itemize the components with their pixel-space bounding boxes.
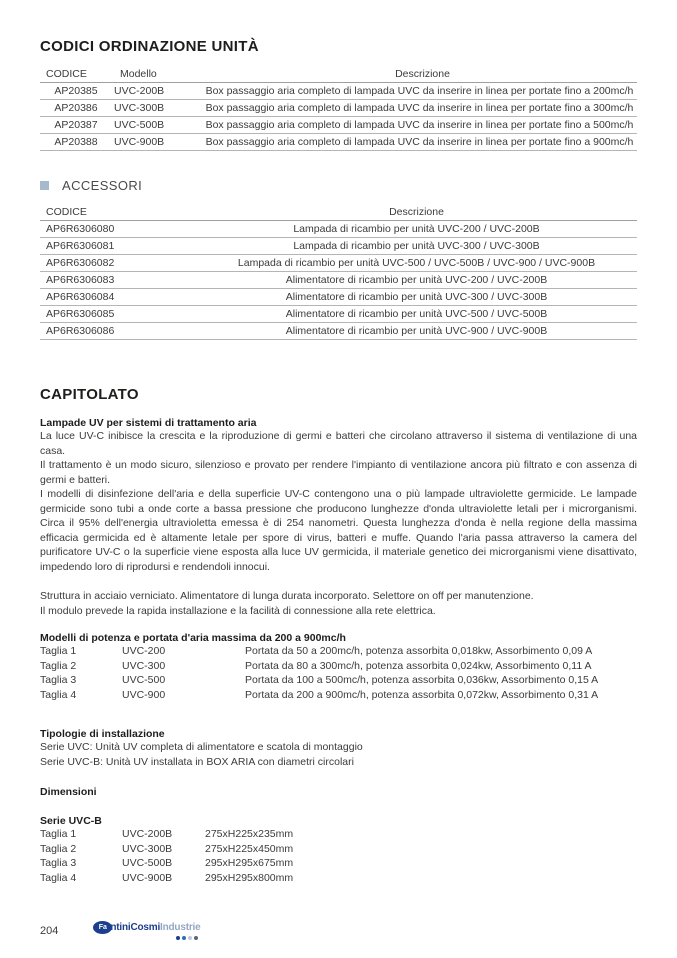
unit-header-description: Descrizione — [395, 68, 450, 80]
installation-heading: Tipologie di installazione — [40, 728, 165, 740]
table-row — [40, 238, 637, 255]
power-model-row — [40, 644, 637, 659]
unit-ordering-table — [40, 66, 637, 151]
table-row — [40, 221, 637, 238]
size-label: Taglia 4 — [40, 688, 77, 701]
accessory-description: Alimentatore di ricambio per unità UVC-200 / UVC-200B — [285, 274, 548, 286]
table-row — [40, 255, 637, 272]
series-uvcb-heading: Serie UVC-B — [40, 815, 102, 827]
structure-line: Il modulo prevede la rapida installazione e la facilità di connessione alla rete elettrica. — [40, 604, 436, 617]
power-model-row — [40, 688, 637, 703]
accessory-description: Alimentatore di ricambio per unità UVC-500 / UVC-500B — [285, 308, 548, 320]
accessory-code: AP6R6306086 — [46, 325, 115, 337]
logo-oval-icon: Fa — [93, 921, 112, 934]
model-spec: Portata da 200 a 900mc/h, potenza assorbita 0,072kw, Assorbimento 0,31 A — [245, 688, 599, 701]
accessory-description: Lampada di ricambio per unità UVC-500 / UVC-500B / UVC-900 / UVC-900B — [237, 257, 596, 269]
accessories-title: ACCESSORI — [62, 178, 143, 193]
accessories-header-description: Descrizione — [389, 206, 444, 218]
unit-code: AP20387 — [54, 119, 98, 131]
accessory-description: Lampada di ricambio per unità UVC-300 / UVC-300B — [293, 240, 540, 252]
dimensions-heading: Dimensioni — [40, 786, 97, 798]
accessories-header-code: CODICE — [46, 206, 87, 218]
logo-wordmark — [93, 921, 200, 934]
accessory-code: AP6R6306081 — [46, 240, 115, 252]
model-label: UVC-300 — [122, 659, 166, 672]
table-row — [40, 306, 637, 323]
fantini-cosmi-logo — [93, 921, 200, 940]
uv-lamps-heading: Lampade UV per sistemi di trattamento aria — [40, 417, 257, 429]
power-models-heading: Modelli di potenza e portata d'aria massima da 200 a 900mc/h — [40, 632, 346, 644]
page-content — [40, 0, 637, 885]
model-label: UVC-200 — [122, 645, 166, 657]
paragraph: Il trattamento è un modo sicuro, silenzioso e provato per rendere l'impianto di ventilazione ancora più filtrato e con assenza di germi e batteri. — [40, 459, 637, 486]
spacer — [40, 574, 637, 589]
unit-header-code: CODICE — [46, 68, 87, 80]
installation-line: Serie UVC-B: Unità UV installata in BOX ARIA con diametri circolari — [40, 755, 354, 768]
unit-table-header-row — [40, 66, 637, 83]
logo-dot-icon — [182, 936, 186, 940]
logo-dot-icon — [194, 936, 198, 940]
logo-dot-icon — [188, 936, 192, 940]
accessories-header-row — [40, 204, 637, 221]
size-label: Taglia 1 — [40, 828, 77, 840]
accessories-section-label — [40, 178, 637, 193]
model-spec: Portata da 100 a 500mc/h, potenza assorbita 0,036kw, Assorbimento 0,15 A — [245, 674, 599, 686]
dimension-value: 275xH225x235mm — [205, 828, 294, 840]
capitolato-title: CAPITOLATO — [40, 386, 139, 403]
accessory-code: AP6R6306080 — [46, 223, 115, 235]
model-label: UVC-900B — [122, 871, 173, 884]
table-row — [40, 100, 637, 117]
accessory-code: AP6R6306083 — [46, 274, 115, 286]
size-label: Taglia 3 — [40, 674, 77, 686]
accessory-description: Alimentatore di ricambio per unità UVC-900 / UVC-900B — [285, 325, 548, 337]
accessory-code: AP6R6306084 — [46, 291, 115, 303]
dimension-value: 295xH295x800mm — [205, 871, 294, 884]
accessories-table — [40, 204, 637, 340]
power-model-row — [40, 659, 637, 674]
model-label: UVC-300B — [122, 842, 173, 855]
unit-model: UVC-900B — [114, 136, 165, 148]
size-label: Taglia 3 — [40, 857, 77, 869]
page-number: 204 — [40, 925, 59, 937]
size-label: Taglia 2 — [40, 659, 77, 672]
unit-description: Box passaggio aria completo di lampada UVC da inserire in linea per portate fino a 300mc/h — [205, 102, 634, 114]
size-label: Taglia 4 — [40, 871, 77, 884]
unit-description: Box passaggio aria completo di lampada UVC da inserire in linea per portate fino a 900mc/h — [205, 136, 634, 148]
logo-suffix-text: Industrie — [160, 922, 201, 933]
dimension-row — [40, 871, 637, 886]
unit-code: AP20385 — [54, 85, 98, 97]
dimension-row — [40, 842, 637, 857]
unit-model: UVC-300B — [114, 102, 165, 114]
table-row — [40, 323, 637, 340]
model-label: UVC-200B — [122, 828, 173, 840]
power-model-row — [40, 673, 637, 688]
unit-model: UVC-200B — [114, 85, 165, 97]
paragraph: La luce UV-C inibisce la crescita e la riproduzione di germi e batteri che circolano attraverso il sistema di ventilazione di una casa. — [40, 430, 637, 457]
model-spec: Portata da 80 a 300mc/h, potenza assorbita 0,024kw, Assorbimento 0,11 A — [245, 659, 592, 672]
installation-line: Serie UVC: Unità UV completa di alimentatore e scatola di montaggio — [40, 741, 363, 753]
table-row — [40, 272, 637, 289]
unit-ordering-title: CODICI ORDINAZIONE UNITÀ — [40, 38, 259, 55]
table-row — [40, 289, 637, 306]
model-spec: Portata da 50 a 200mc/h, potenza assorbita 0,018kw, Assorbimento 0,09 A — [245, 645, 593, 657]
spacer — [40, 702, 637, 728]
unit-model: UVC-500B — [114, 119, 165, 131]
logo-dot-icon — [176, 936, 180, 940]
size-label: Taglia 2 — [40, 842, 77, 855]
accessory-description: Lampada di ricambio per unità UVC-200 / UVC-200B — [293, 223, 540, 235]
unit-header-model: Modello — [120, 68, 157, 80]
page-footer — [40, 921, 200, 940]
dimension-value: 275xH225x450mm — [205, 842, 294, 855]
paragraph: I modelli di disinfezione dell'aria e della superficie UV-C contengono una o più lampade ultraviolette germicide. Le lampade germicide sono tubi a onde corte a bassa pressione che producono lunghezze d'onda ultraviolette letali per i microrganismi. Circa il 95% dell'energia ultravioletta emessa è di 254 nanometri. Questa lunghezza d'onda è nella regione della massima efficacia germicida ed è altamente letale per spore di virus, batteri e muffe. Quando l'aria passa attraverso la camera del purificatore UV-C o la superficie viene esposta alla luce UV germicida, il materiale genetico dei microrganismi viene disattivato, impedendo loro di riprodursi e rendendoli innocui. — [40, 488, 637, 573]
unit-description: Box passaggio aria completo di lampada UVC da inserire in linea per portate fino a 200mc/h — [205, 85, 634, 97]
accessory-code: AP6R6306082 — [46, 257, 115, 269]
logo-dots-icon — [176, 936, 198, 940]
accessory-code: AP6R6306085 — [46, 308, 115, 320]
table-row — [40, 134, 637, 151]
size-label: Taglia 1 — [40, 645, 77, 657]
structure-line: Struttura in acciaio verniciato. Alimentatore di lunga durata incorporato. Selettore on off per manutenzione. — [40, 590, 534, 602]
dimension-row — [40, 856, 637, 871]
logo-main-text: ntiniCosmi — [110, 922, 161, 933]
table-row — [40, 117, 637, 134]
model-label: UVC-500B — [122, 857, 173, 869]
unit-code: AP20388 — [54, 136, 98, 148]
dimension-row — [40, 827, 637, 842]
accessory-description: Alimentatore di ricambio per unità UVC-300 / UVC-300B — [285, 291, 548, 303]
model-label: UVC-500 — [122, 674, 166, 686]
unit-code: AP20386 — [54, 102, 98, 114]
model-label: UVC-900 — [122, 688, 166, 701]
dimension-value: 295xH295x675mm — [205, 857, 294, 869]
unit-description: Box passaggio aria completo di lampada UVC da inserire in linea per portate fino a 500mc/h — [205, 119, 634, 131]
square-bullet-icon — [40, 181, 49, 190]
table-row — [40, 83, 637, 100]
